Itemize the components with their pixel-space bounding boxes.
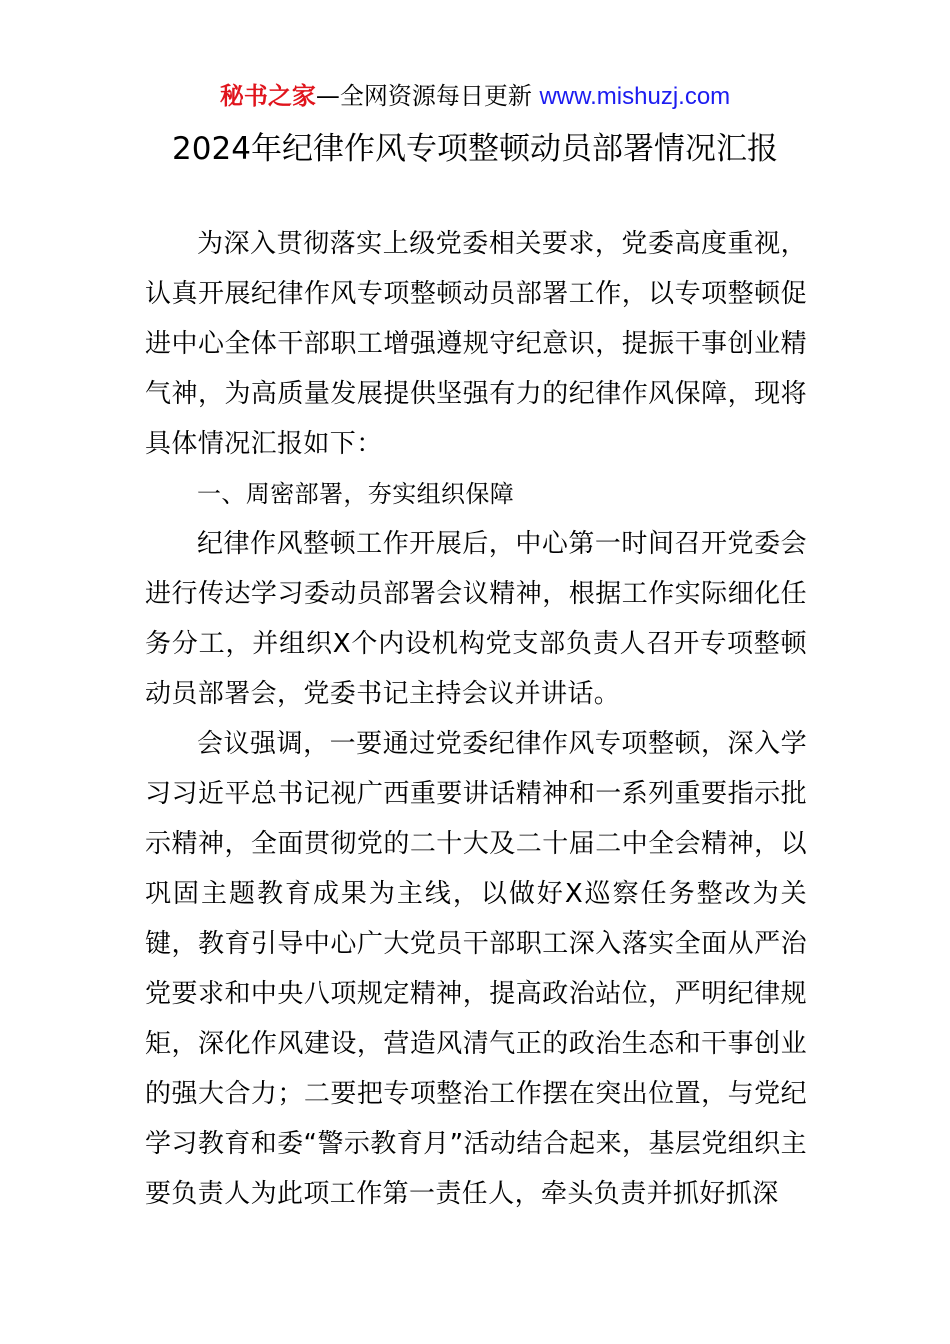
- body-paragraph: 会议强调，一要通过党委纪律作风专项整顿，深入学习习近平总书记视广西重要讲话精神和一系列重要指示批示精神，全面贯彻党的二十大及二十届二中全会精神，以巩固主题教育成果为主线，以做好X巡察任务整改为关键，教育引导中心广大党员干部职工深入落实全面从严治党要求和中央八项规定精神，提高政治站位，严明纪律规矩，深化作风建设，营造风清气正的政治生态和干事创业的强大合力；二要把专项整治工作摆在突出位置，与党纪学习教育和委“警示教育月”活动结合起来，基层党组织主要负责人为此项工作第一责任人，牵头负责并抓好抓深: [145, 729, 807, 1209]
- section-heading: 一、周密部署，夯实组织保障: [197, 480, 515, 508]
- header-slogan: —全网资源每日更新: [315, 82, 532, 110]
- document-body: [145, 219, 807, 1219]
- brand-name: 秘书之家: [219, 82, 316, 110]
- site-url-link[interactable]: www.mishuzj.com: [539, 83, 731, 110]
- body-paragraph: 纪律作风整顿工作开展后，中心第一时间召开党委会进行传达学习委动员部署会议精神，根据工作实际细化任务分工，并组织X个内设机构党支部负责人召开专项整顿动员部署会，党委书记主持会议并讲话。: [145, 529, 807, 709]
- site-header: [0, 79, 950, 114]
- document-title: 2024年纪律作风专项整顿动员部署情况汇报: [172, 131, 778, 167]
- intro-paragraph: 为深入贯彻落实上级党委相关要求，党委高度重视，认真开展纪律作风专项整顿动员部署工作，以专项整顿促进中心全体干部职工增强遵规守纪意识，提振干事创业精气神，为高质量发展提供坚强有力的纪律作风保障，现将具体情况汇报如下：: [145, 229, 807, 459]
